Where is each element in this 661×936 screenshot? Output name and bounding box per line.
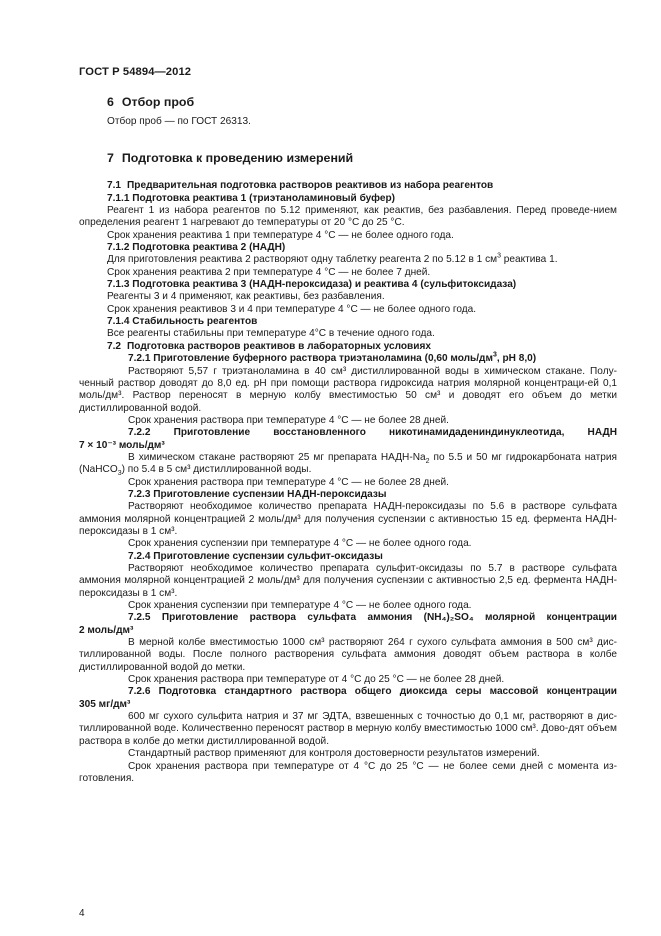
paragraph: Срок хранения суспензии при температуре 4 °С — не более одного года.: [128, 600, 472, 612]
section-6-heading: [79, 95, 617, 110]
clause-7-2-4-heading: 7.2.4 Приготовление суспензии сульфит-оксидазы: [128, 550, 383, 562]
page-content: [79, 95, 617, 785]
paragraph: Растворяют необходимое количество препарата НАДН-пероксидазы по 5.6 в растворе сульфата аммония молярной концентрацией 2 моль/дм³ для получения суспензии с активностью 15 ед. фермента НАДН-пероксидазы в 1 см³.: [79, 501, 617, 537]
page-number: 4: [79, 908, 85, 919]
section-title: Отбор проб: [121, 95, 195, 109]
paragraph: Растворяют 5,57 г триэтаноламина в 40 см³ дистиллированной воды в химическом стакане. Полу-ченный раствор доводят до 8,0 ед. рН при помощи раствора гидроксида натрия молярной концентраци-ей 0,1 моль/дм³. Раствор переносят в мерную колбу вместимостью 50 см³ и доводят его объем до метки дистиллированной водой.: [79, 365, 617, 414]
subsection-title: Предварительная подготовка растворов реактивов из набора реагентов: [127, 180, 494, 192]
clause-7-2-6-heading-cont: 305 мг/дм³: [79, 698, 131, 710]
clause-7-2-1-heading: 7.2.1 Приготовление буферного раствора триэтаноламина (0,60 моль/$дм^3$, рН 8,0): [128, 351, 537, 365]
paragraph: Срок хранения раствора при температуре 4 °С — не более 28 дней.: [128, 414, 449, 426]
paragraph: Для приготовления реактива 2 растворяют одну таблетку реагента 2 по 5.12 в 1 $см^3$ реактива 1.: [107, 253, 558, 266]
paragraph: 600 мг сухого сульфита натрия и 37 мг ЭДТА, взвешенных с точностью до 0,1 мг, растворяют в дис-тиллированной воде. Количественно переносят раствор в мерную колбу вместимостью 1000 см³. Дово-дят объем раствора в колбе до метки дистиллированной водой.: [79, 711, 617, 747]
paragraph: Срок хранения раствора при температуре от 4 °С до 25 °С — не более 28 дней.: [128, 674, 505, 686]
clause-7-2-3-heading: 7.2.3 Приготовление суспензии НАДН-пероксидазы: [128, 488, 387, 500]
paragraph: Срок хранения реактивов 3 и 4 при температуре 4 °С — не более одного года.: [107, 303, 477, 315]
section-6-text: Отбор проб — по ГОСТ 26313.: [107, 116, 251, 127]
clause-7-2-5-heading: 7.2.5 Приготовление раствора сульфата аммония (NH₄)₂SO₄ молярной концентрации: [128, 612, 617, 624]
document-header: ГОСТ Р 54894—2012: [79, 66, 192, 78]
subsection-number: 7.1: [107, 180, 122, 192]
clause-7-2-2-heading-cont: 7 × 10⁻³ моль/дм³: [79, 439, 165, 451]
paragraph: Срок хранения раствора при температуре от 4 °С до 25 °С — не более семи дней с момента из-готовления.: [79, 760, 617, 784]
section-title: Подготовка к проведению измерений: [121, 151, 354, 166]
section-7-heading: [79, 151, 617, 166]
clause-7-2-2-heading: 7.2.2 Приготовление восстановленного никотинамидадениндинуклеотида, НАДН: [128, 427, 617, 439]
subsection-number: 7.2: [107, 340, 122, 352]
paragraph: Срок хранения раствора при температуре 4 °С — не более 28 дней.: [128, 476, 449, 488]
paragraph: Срок хранения реактива 1 при температуре 4 °С — не более одного года.: [107, 229, 454, 241]
subsection-title: Подготовка растворов реактивов в лабораторных условиях: [127, 340, 431, 352]
subsection-7-1-heading: [79, 180, 617, 192]
subsection-7-2-heading: [79, 341, 617, 353]
paragraph: Все реагенты стабильны при температуре 4°С в течение одного года.: [107, 328, 435, 340]
clause-7-1-4-heading: 7.1.4 Стабильность реагентов: [107, 316, 258, 328]
paragraph: В химическом стакане растворяют 25 мг препарата НАДН-$Na_2$ по 5.5 и 50 мг гидрокарбоната натрия (NaHCO$_3$) по 5.4 в 5 см³ дистиллированной воды.: [79, 451, 618, 478]
clause-7-1-2-heading: 7.1.2 Подготовка реактива 2 (НАДН): [107, 242, 286, 254]
clause-7-2-5-heading-cont: 2 моль/дм³: [79, 624, 134, 636]
clause-7-2-6-heading: 7.2.6 Подготовка стандартного раствора общего диоксида серы массовой концентрации: [128, 686, 617, 698]
paragraph: Стандартный раствор применяют для контроля достоверности результатов измерений.: [128, 748, 540, 760]
section-number: 6: [107, 95, 114, 109]
paragraph: Срок хранения реактива 2 при температуре 4 °С — не более 7 дней.: [107, 266, 431, 278]
clause-7-1-1-heading: 7.1.1 Подготовка реактива 1 (триэтаноламиновый буфер): [107, 192, 395, 204]
paragraph: Реагенты 3 и 4 применяют, как реактивы, без разбавления.: [107, 291, 385, 303]
paragraph: Растворяют необходимое количество препарата сульфит-оксидазы по 5.7 в растворе сульфата аммония молярной концентрацией 2 моль/дм³ для получения суспензии с активностью 2,5 ед. фермента НАДН-пероксидазы в 1 см³.: [79, 563, 617, 599]
paragraph: Реагент 1 из набора реагентов по 5.12 применяют, как реактив, без разбавления. Перед проведе-нием определения реагент 1 нагревают до температуры от 20 °С до 25 °С.: [79, 205, 617, 229]
section-number: 7: [107, 151, 114, 166]
paragraph: Срок хранения суспензии при температуре 4 °С — не более одного года.: [128, 538, 472, 550]
paragraph: В мерной колбе вместимостью 1000 см³ растворяют 264 г сухого сульфата аммония в 500 см³ дис-тиллированной воды. После полного растворения сульфата аммония доводят объем раствора в колбе дистиллированной водой до метки.: [79, 637, 617, 673]
clause-7-1-3-heading: 7.1.3 Подготовка реактива 3 (НАДН-пероксидаза) и реактива 4 (сульфитоксидаза): [107, 279, 517, 291]
